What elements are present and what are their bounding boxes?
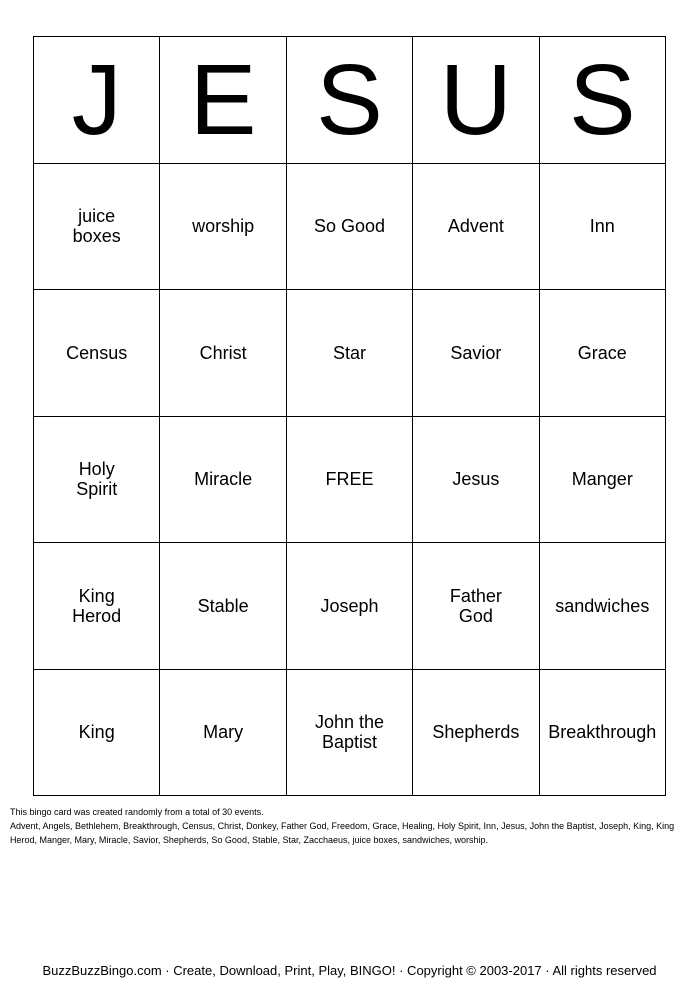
cell-text: worship [192,216,255,237]
cell-text: Miracle [194,469,253,490]
cell-text: Christ [199,342,247,363]
bingo-cell [160,417,286,544]
header-letter: U [439,43,512,156]
header-letter: E [189,43,257,156]
bingo-cell [413,543,539,670]
info-summary: This bingo card was created randomly from a total of 30 events. [10,807,264,817]
cell-text: Holy Spirit [76,459,118,500]
bingo-cell [287,290,413,417]
free-space-cell [287,417,413,544]
header-letter: S [316,43,383,156]
bingo-cell [540,670,666,797]
bingo-cell [34,290,160,417]
bingo-card [33,36,666,796]
cell-text: So Good [313,216,386,237]
cell-text: juice boxes [72,206,121,247]
cell-text: King [78,722,115,743]
cell-text: Grace [577,342,627,363]
bingo-cell [413,164,539,291]
cell-text: Stable [197,595,249,616]
cell-text: King Herod [72,585,122,626]
header-letter: J [71,43,122,156]
info-event-list: Advent, Angels, Bethlehem, Breakthrough, Census, Christ, Donkey, Father God, Freedom, Grace, Healing, Holy Spirit, Inn, Jesus, John the Baptist, Joseph, King, King Herod, Manger, Mary, Miracle, Savior, Shepherds, So Good, Stable, Star, Zacchaeus, juice boxes, sandwiches, worship. [10,821,675,845]
header-cell-s [287,37,413,164]
cell-text: sandwiches [555,595,650,616]
bingo-cell [34,417,160,544]
cell-text: Father God [449,585,502,626]
bingo-cell [287,670,413,797]
bingo-cell [540,290,666,417]
cell-text: Census [66,342,128,363]
header-cell-j [34,37,160,164]
cell-text: Shepherds [432,722,520,743]
bingo-cell [287,543,413,670]
bingo-cell [160,290,286,417]
cell-text: Jesus [452,469,500,490]
header-cell-s2 [540,37,666,164]
header-cell-u [413,37,539,164]
header-cell-e [160,37,286,164]
bingo-cell [540,543,666,670]
cell-text: Breakthrough [548,722,657,743]
cell-text: Savior [450,342,502,363]
bingo-cell [34,670,160,797]
cell-text: Joseph [320,595,379,616]
bingo-cell [160,670,286,797]
cell-text: Inn [589,216,615,237]
cell-text: John the Baptist [314,712,385,753]
cell-text: FREE [325,469,374,490]
bingo-cell [34,164,160,291]
header-letter: S [568,43,636,156]
bingo-cell [540,164,666,291]
bingo-cell [540,417,666,544]
cell-text: Advent [447,216,504,237]
bingo-cell [413,290,539,417]
bingo-cell [160,164,286,291]
footer-copyright: BuzzBuzzBingo.com · Create, Download, Print, Play, BINGO! · Copyright © 2003-2017 · All rights reserved [42,963,657,978]
bingo-cell [160,543,286,670]
bingo-cell [34,543,160,670]
cell-text: Star [332,342,366,363]
bingo-cell [413,670,539,797]
card-info [10,805,690,847]
cell-text: Mary [203,722,244,743]
bingo-cell [287,164,413,291]
bingo-cell [413,417,539,544]
cell-text: Manger [571,469,633,490]
